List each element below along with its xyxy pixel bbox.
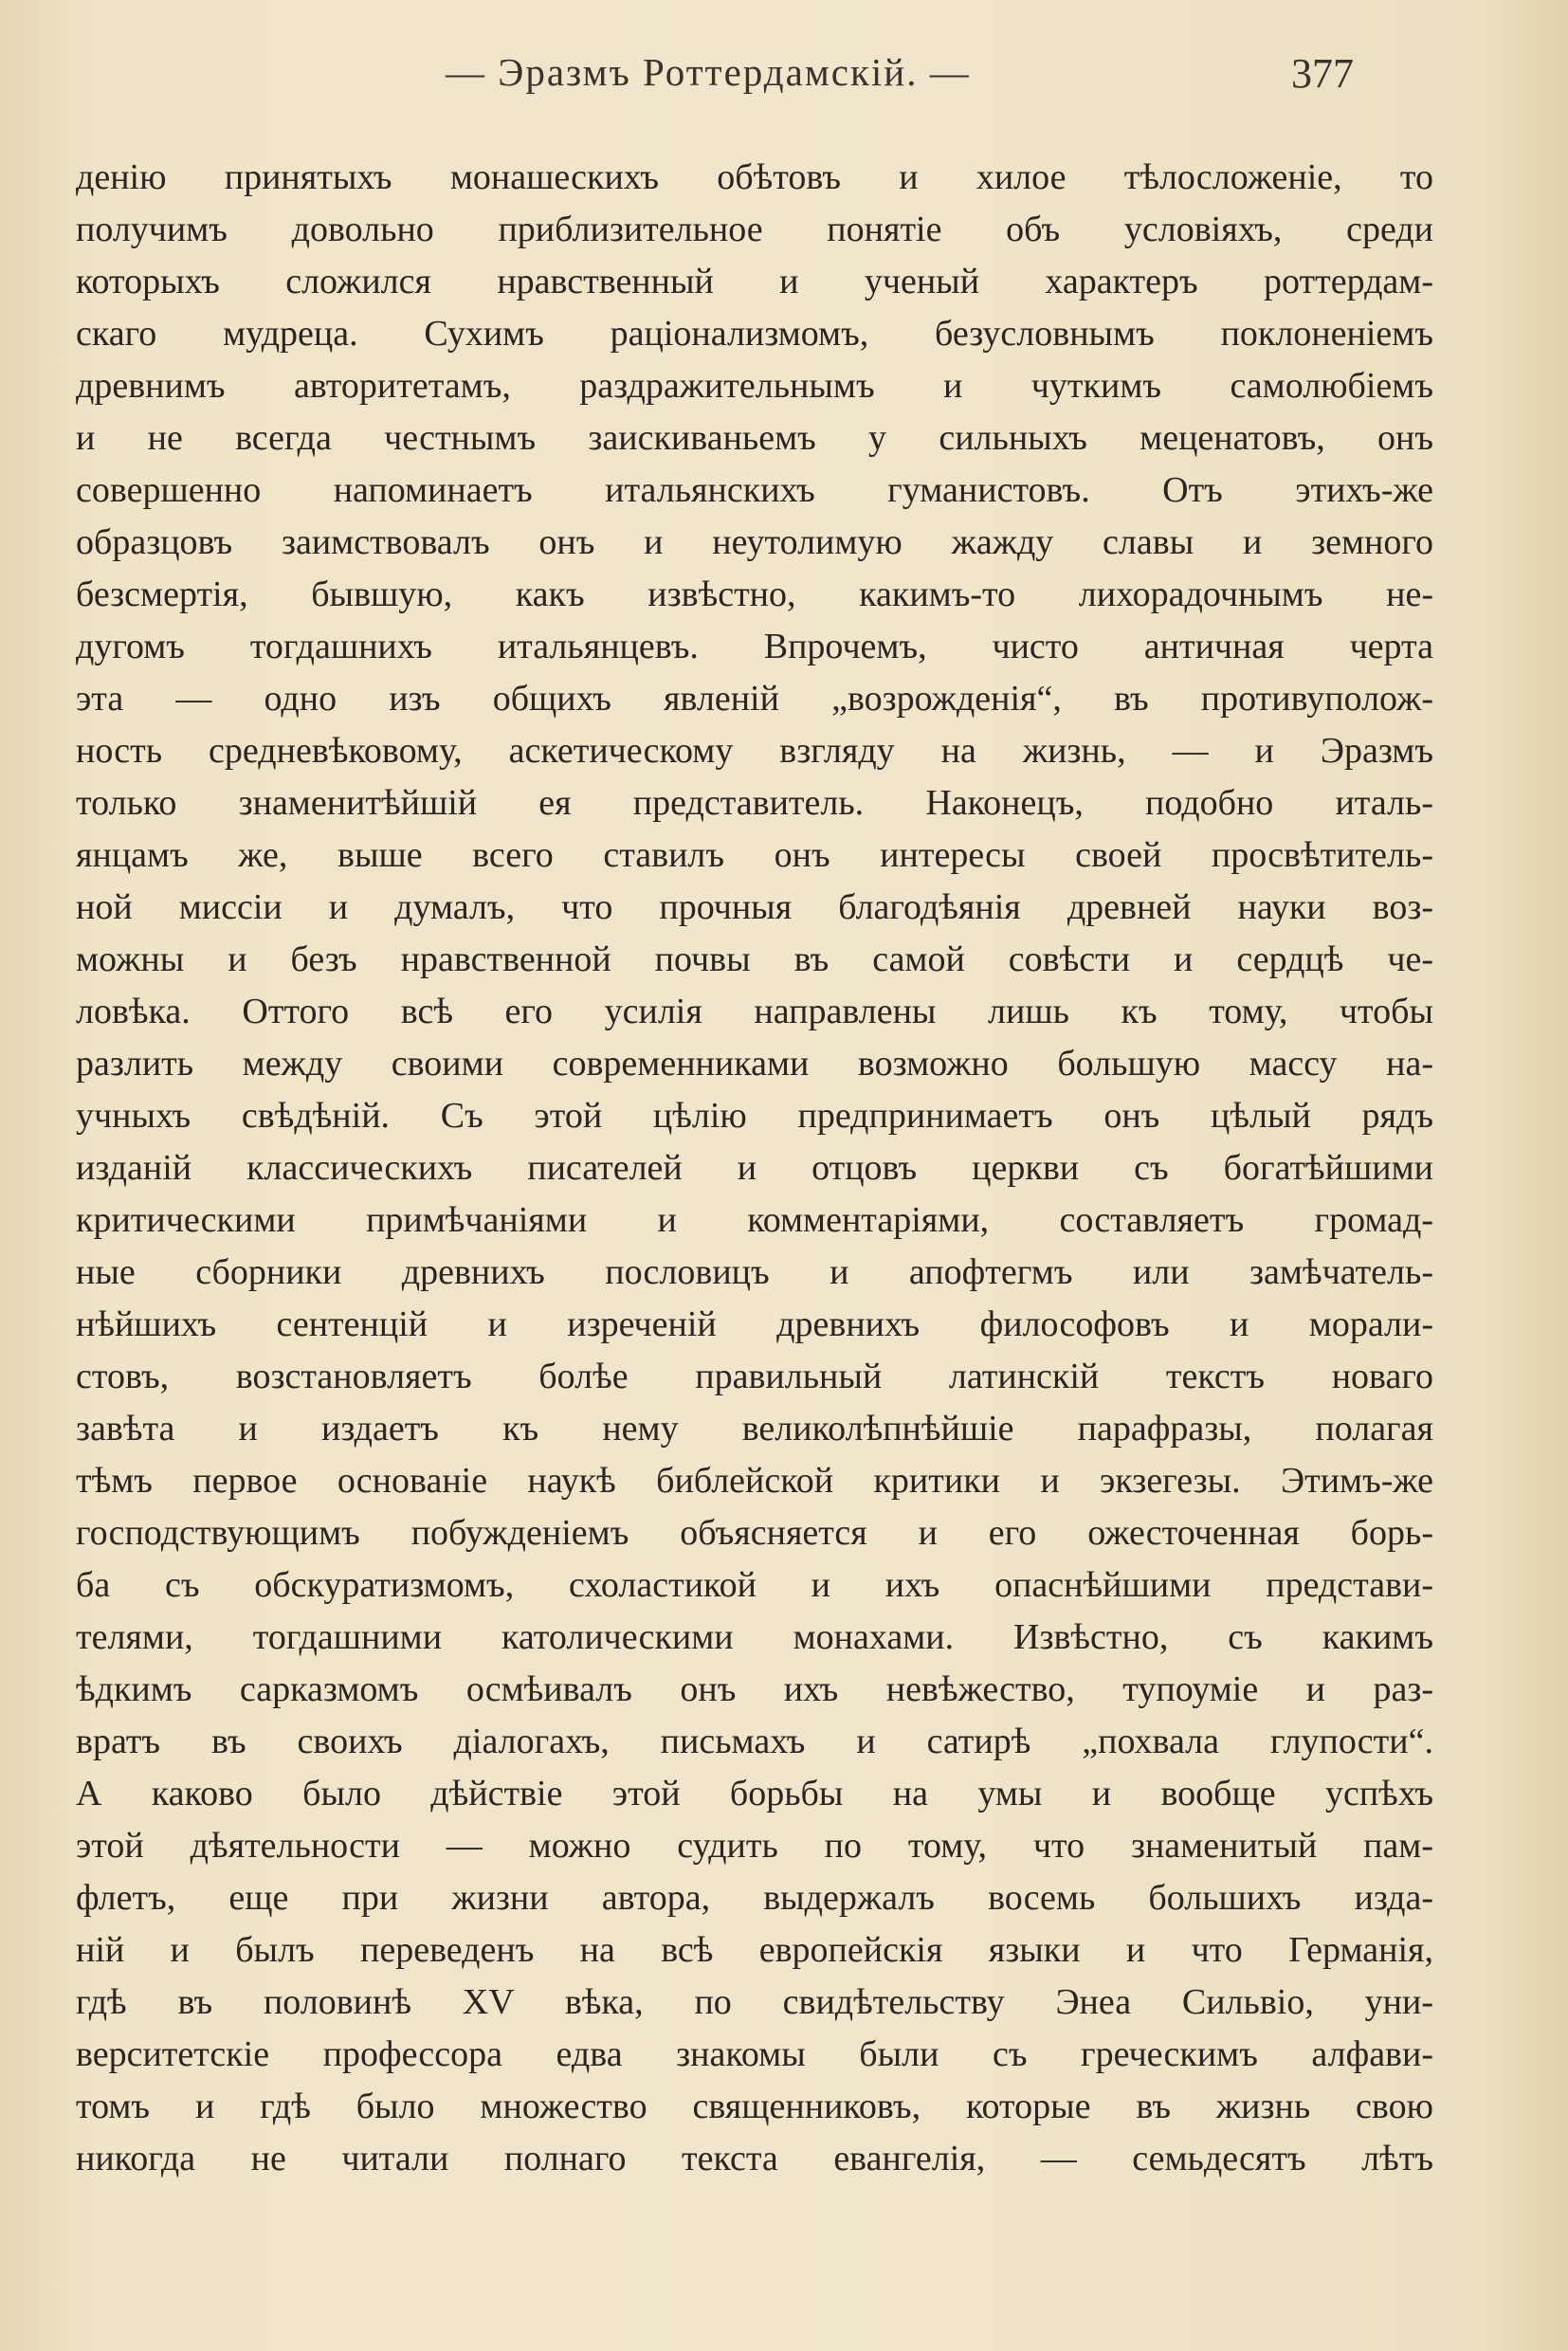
text-line: гдѣ въ половинѣ XV вѣка, по свидѣтельству Энеа Сильвіо, уни- bbox=[76, 1982, 1433, 2022]
text-line: ной миссіи и думалъ, что прочныя благодѣянія древней науки воз- bbox=[76, 887, 1433, 927]
text-line: древнимъ авторитетамъ, раздражительнымъ и чуткимъ самолюбіемъ bbox=[76, 366, 1433, 406]
text-line: учныхъ свѣдѣній. Съ этой цѣлію предпринимаетъ онъ цѣлый рядъ bbox=[76, 1096, 1433, 1136]
page-number: 377 bbox=[1291, 50, 1354, 97]
text-line: ба съ обскуратизмомъ, схоластикой и ихъ опаснѣйшими представи- bbox=[76, 1565, 1433, 1605]
text-line: ній и былъ переведенъ на всѣ европейскія языки и что Германія, bbox=[76, 1930, 1433, 1970]
text-line: разлить между своими современниками возможно большую массу на- bbox=[76, 1044, 1433, 1084]
text-line: господствующимъ побужденіемъ объясняется и его ожесточенная борь- bbox=[76, 1513, 1433, 1553]
text-line: дугомъ тогдашнихъ итальянцевъ. Впрочемъ, чисто античная черта bbox=[76, 627, 1433, 666]
text-line: верситетскіе профессора едва знакомы были съ греческимъ алфави- bbox=[76, 2034, 1433, 2074]
text-line: никогда не читали полнаго текста евангелія, — семьдесятъ лѣтъ bbox=[76, 2139, 1433, 2178]
text-line: этой дѣятельности — можно судить по тому, что знаменитый пам- bbox=[76, 1826, 1433, 1866]
text-line: ность средневѣковому, аскетическому взгляду на жизнь, — и Эразмъ bbox=[76, 731, 1433, 771]
body-text bbox=[76, 152, 1433, 2185]
text-line: безсмертія, бывшую, какъ извѣстно, какимъ-то лихорадочнымъ не- bbox=[76, 574, 1433, 614]
text-line: можны и безъ нравственной почвы въ самой совѣсти и сердцѣ че- bbox=[76, 939, 1433, 979]
text-line: образцовъ заимствовалъ онъ и неутолимую жажду славы и земного bbox=[76, 522, 1433, 562]
text-line: которыхъ сложился нравственный и ученый характеръ роттердам- bbox=[76, 262, 1433, 301]
text-line: только знаменитѣйшій ея представитель. Наконецъ, подобно италь- bbox=[76, 783, 1433, 823]
text-line: совершенно напоминаетъ итальянскихъ гуманистовъ. Отъ этихъ-же bbox=[76, 470, 1433, 510]
text-line: янцамъ же, выше всего ставилъ онъ интересы своей просвѣтитель- bbox=[76, 835, 1433, 875]
text-line: стовъ, возстановляетъ болѣе правильный латинскій текстъ новаго bbox=[76, 1357, 1433, 1396]
text-line: критическими примѣчаніями и комментаріями, составляетъ громад- bbox=[76, 1200, 1433, 1240]
text-line: изданій классическихъ писателей и отцовъ церкви съ богатѣйшими bbox=[76, 1148, 1433, 1188]
text-line: получимъ довольно приблизительное понятіе объ условіяхъ, среди bbox=[76, 210, 1433, 249]
text-line: и не всегда честнымъ заискиваньемъ у сильныхъ меценатовъ, онъ bbox=[76, 418, 1433, 458]
text-line: А каково было дѣйствіе этой борьбы на умы и вообще успѣхъ bbox=[76, 1774, 1433, 1813]
text-line: тѣмъ первое основаніе наукѣ библейской критики и экзегезы. Этимъ-же bbox=[76, 1461, 1433, 1501]
text-line: флетъ, еще при жизни автора, выдержалъ восемь большихъ изда- bbox=[76, 1878, 1433, 1918]
text-line: ные сборники древнихъ пословицъ и апофтегмъ или замѣчатель- bbox=[76, 1252, 1433, 1292]
text-line: денію принятыхъ монашескихъ обѣтовъ и хилое тѣлосложеніе, то bbox=[76, 157, 1433, 197]
page-header bbox=[0, 49, 1568, 106]
text-line: скаго мудреца. Сухимъ раціонализмомъ, безусловнымъ поклоненіемъ bbox=[76, 314, 1433, 354]
text-line: томъ и гдѣ было множество священниковъ, которые въ жизнь свою bbox=[76, 2087, 1433, 2126]
text-line: телями, тогдашними католическими монахами. Извѣстно, съ какимъ bbox=[76, 1617, 1433, 1657]
text-line: нѣйшихъ сентенцій и изреченій древнихъ философовъ и морали- bbox=[76, 1304, 1433, 1344]
text-line: ѣдкимъ сарказмомъ осмѣивалъ онъ ихъ невѣжество, тупоуміе и раз- bbox=[76, 1669, 1433, 1709]
text-line: вратъ въ своихъ діалогахъ, письмахъ и сатирѣ „похвала глупости“. bbox=[76, 1722, 1433, 1761]
text-line: завѣта и издаетъ къ нему великолѣпнѣйшіе парафразы, полагая bbox=[76, 1409, 1433, 1449]
text-line: эта — одно изъ общихъ явленій „возрожденія“, въ противуполож- bbox=[76, 679, 1433, 719]
text-line: ловѣка. Оттого всѣ его усилія направлены лишь къ тому, чтобы bbox=[76, 992, 1433, 1031]
running-title: — Эразмъ Роттердамскій. — bbox=[446, 50, 971, 94]
